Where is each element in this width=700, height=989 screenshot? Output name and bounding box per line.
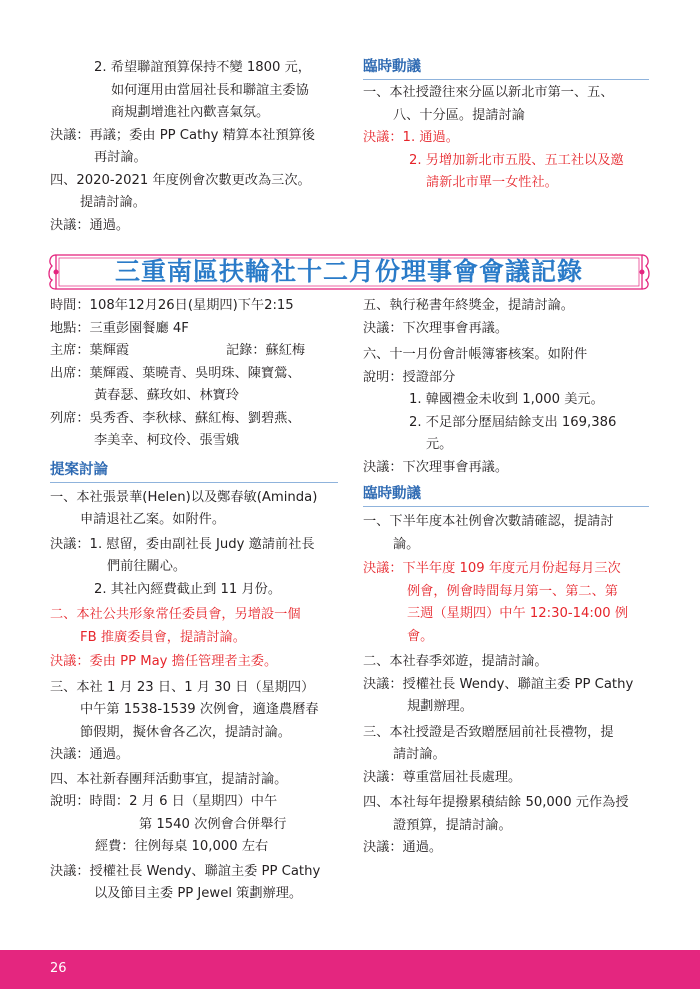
text-line: 提請討論。 bbox=[80, 195, 146, 210]
text-line: 決議：通過。 bbox=[50, 747, 130, 762]
meeting-place: 地點：三重彭園餐廳 4F bbox=[50, 320, 189, 336]
text-line: 二、本社公共形象常任委員會，另增設一個 bbox=[50, 607, 301, 622]
attendees: 出席：葉輝霞、葉曉青、吳明珠、陳寶鶯、 bbox=[50, 365, 301, 381]
text-line: 申請退社乙案。如附件。 bbox=[80, 512, 226, 527]
text-line: 節假期，擬休會各乙次，提請討論。 bbox=[80, 724, 291, 740]
text-line: 證預算，提請討論。 bbox=[393, 817, 512, 833]
text-line: 三、本社 1 月 23 日、1 月 30 日（星期四） bbox=[50, 679, 315, 695]
top-left-column bbox=[50, 57, 340, 237]
left-column bbox=[50, 295, 345, 906]
text-line: 決議：委由 PP May 擔任管理者主委。 bbox=[50, 654, 278, 669]
text-line: 如何運用由當屆社長和聯誼主委協 bbox=[111, 82, 309, 98]
text-line: FB 推廣委員會，提請討論。 bbox=[80, 629, 246, 645]
text-line: 中午第 1538-1539 次例會，適逢農曆春 bbox=[80, 702, 319, 717]
text-line: 決議：通過。 bbox=[50, 217, 130, 233]
text-line: 以及節目主委 PP Jewel 策劃辦理。 bbox=[94, 886, 303, 901]
text-line: 決議：通過。 bbox=[363, 840, 443, 855]
text-line: 二、本社春季郊遊，提請討論。 bbox=[363, 654, 548, 669]
text-line: 說明：授證部分 bbox=[363, 369, 456, 385]
text-line: 決議：下次理事會再議。 bbox=[363, 320, 509, 336]
text-line: 四、本社新春團拜活動事宜，提請討論。 bbox=[50, 771, 288, 787]
text-line: 一、下半年度本社例會次數請確認，提請討 bbox=[363, 514, 614, 529]
title-banner bbox=[48, 250, 650, 294]
guests: 列席：吳秀香、李秋梂、蘇紅梅、劉碧燕、 bbox=[50, 410, 301, 426]
text-line: 再討論。 bbox=[94, 150, 147, 165]
text-line: 決議：1. 慰留，委由副社長 Judy 邀請前社長 bbox=[50, 536, 315, 552]
text-line: 例會，例會時間每月第一、第二、第 bbox=[407, 583, 618, 599]
text-line: 請新北市單一女性社。 bbox=[426, 175, 558, 190]
chair-text: 主席：葉輝霞 bbox=[50, 343, 130, 358]
text-line: 2. 希望聯誼預算保持不變 1800 元， bbox=[94, 60, 311, 75]
text-line: 決議：再議；委由 PP Cathy 精算本社預算後 bbox=[50, 127, 315, 143]
text-line: 說明：時間：2 月 6 日（星期四）中午 bbox=[50, 794, 278, 809]
footer-bar bbox=[0, 950, 700, 989]
text-line: 六、十一月份會計帳簿審核案。如附件 bbox=[363, 347, 588, 362]
attendees: 黃春瑟、蘇玫如、林寶玲 bbox=[94, 388, 240, 403]
text-line: 三週（星期四）中午 12:30-14:00 例 bbox=[407, 606, 629, 621]
text-line: 2. 另增加新北市五股、五工社以及邀 bbox=[409, 152, 624, 168]
text-line: 2. 其社內經費截止到 11 月份。 bbox=[94, 581, 282, 597]
text-line: 四、本社每年提撥累積結餘 50,000 元作為授 bbox=[363, 795, 629, 810]
text-line: 八、十分區。提請討論 bbox=[393, 107, 525, 123]
section-heading: 臨時動議 bbox=[363, 483, 649, 507]
right-column bbox=[363, 295, 658, 860]
meeting-time: 時間：108年12月26日(星期四)下午2:15 bbox=[50, 298, 294, 313]
meeting-chair bbox=[50, 340, 345, 363]
text-line: 規劃辦理。 bbox=[407, 699, 473, 714]
top-right-column bbox=[363, 56, 653, 195]
guests: 李美幸、柯玟伶、張雪娥 bbox=[94, 433, 240, 448]
text-line: 會。 bbox=[407, 628, 434, 644]
page-number: 26 bbox=[50, 961, 67, 976]
text-line: 經費：往例每桌 10,000 左右 bbox=[95, 839, 269, 854]
text-line: 第 1540 次例會合併舉行 bbox=[139, 816, 287, 832]
section-heading: 臨時動議 bbox=[363, 56, 649, 80]
recorder-text: 記錄：蘇紅梅 bbox=[226, 343, 306, 358]
section-heading: 提案討論 bbox=[50, 459, 338, 483]
text-line: 商規劃增進社內歡喜氣氛。 bbox=[111, 105, 270, 120]
text-line: 三、本社授證是否致贈歷屆前社長禮物，提 bbox=[363, 724, 614, 740]
text-line: 決議：尊重當屆社長處理。 bbox=[363, 769, 522, 785]
page-title: 三重南區扶輪社十二月份理事會會議記錄 bbox=[114, 257, 583, 286]
text-line: 1. 韓國禮金未收到 1,000 美元。 bbox=[409, 392, 604, 407]
text-line: 決議：授權社長 Wendy、聯誼主委 PP Cathy bbox=[363, 676, 634, 692]
text-line: 一、本社授證往來分區以新北市第一、五、 bbox=[363, 85, 614, 100]
text-line: 元。 bbox=[426, 437, 453, 452]
text-line: 們前往關心。 bbox=[107, 559, 187, 574]
text-line: 決議：下半年度 109 年度元月份起每月三次 bbox=[363, 561, 621, 576]
text-line: 決議：下次理事會再議。 bbox=[363, 459, 509, 475]
text-line: 2. 不足部分歷屆結餘支出 169,386 bbox=[409, 414, 617, 430]
text-line: 請討論。 bbox=[393, 747, 446, 762]
text-line: 五、執行秘書年終獎金，提請討論。 bbox=[363, 298, 574, 313]
text-line: 四、2020-2021 年度例會次數更改為三次。 bbox=[50, 172, 311, 188]
text-line: 決議：1. 通過。 bbox=[363, 130, 459, 145]
text-line: 決議：授權社長 Wendy、聯誼主委 PP Cathy bbox=[50, 863, 321, 879]
text-line: 一、本社張景華(Helen)以及鄭春敏(Aminda) bbox=[50, 489, 318, 505]
text-line: 論。 bbox=[393, 536, 420, 552]
